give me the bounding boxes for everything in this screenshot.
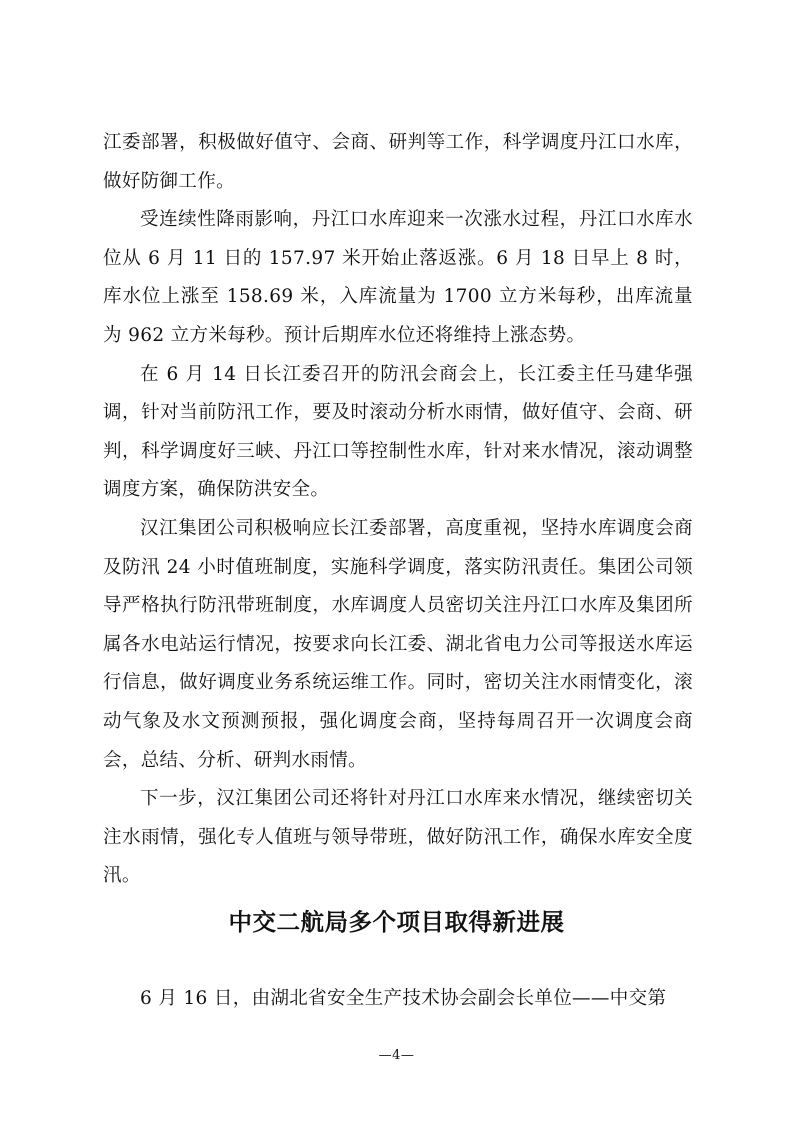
article-body (103, 124, 693, 896)
section-title: 中交二航局多个项目取得新进展 (228, 908, 565, 936)
section-first-paragraph: 6 月 16 日，由湖北省安全生产技术协会副会长单位——中交第 (140, 988, 667, 1009)
page-number: —4— (378, 1048, 415, 1063)
paragraph-water-level: 受连续性降雨影响，丹江口水库迎来一次涨水过程，丹江口水库水位从 6 月 11 日的 157.97 米开始止落返涨。6 月 18 日早上 8 时，库水位上涨至 158.69 米，入库流量为 1700 立方米每秒，出库流量为 962 立方米每秒。预计后期库水位还将维持上涨态势。 (103, 209, 693, 346)
paragraph-continuation: 江委部署，积极做好值守、会商、研判等工作，科学调度丹江口水库，做好防御工作。 (103, 132, 693, 192)
paragraph-group-response: 汉江集团公司积极响应长江委部署，高度重视，坚持水库调度会商及防汛 24 小时值班制度，实施科学调度，落实防汛责任。集团公司领导严格执行防汛带班制度，水库调度人员密切关注丹江口水库及集团所属各水电站运行情况，按要求向长江委、湖北省电力公司等报送水库运行信息，做好调度业务系统运维工作。同时，密切关注水雨情变化，滚动气象及水文预测预报，强化调度会商，坚持每周召开一次调度会商会，总结、分析、研判水雨情。 (103, 517, 693, 771)
paragraph-flood-meeting: 在 6 月 14 日长江委召开的防汛会商会上，长江委主任马建华强调，针对当前防汛工作，要及时滚动分析水雨情，做好值守、会商、研判，科学调度好三峡、丹江口等控制性水库，针对来水情况，滚动调整调度方案，确保防洪安全。 (103, 363, 693, 501)
paragraph-next-steps: 下一步，汉江集团公司还将针对丹江口水库来水情况，继续密切关注水雨情，强化专人值班与领导带班，做好防汛工作，确保水库安全度汛。 (103, 788, 693, 887)
